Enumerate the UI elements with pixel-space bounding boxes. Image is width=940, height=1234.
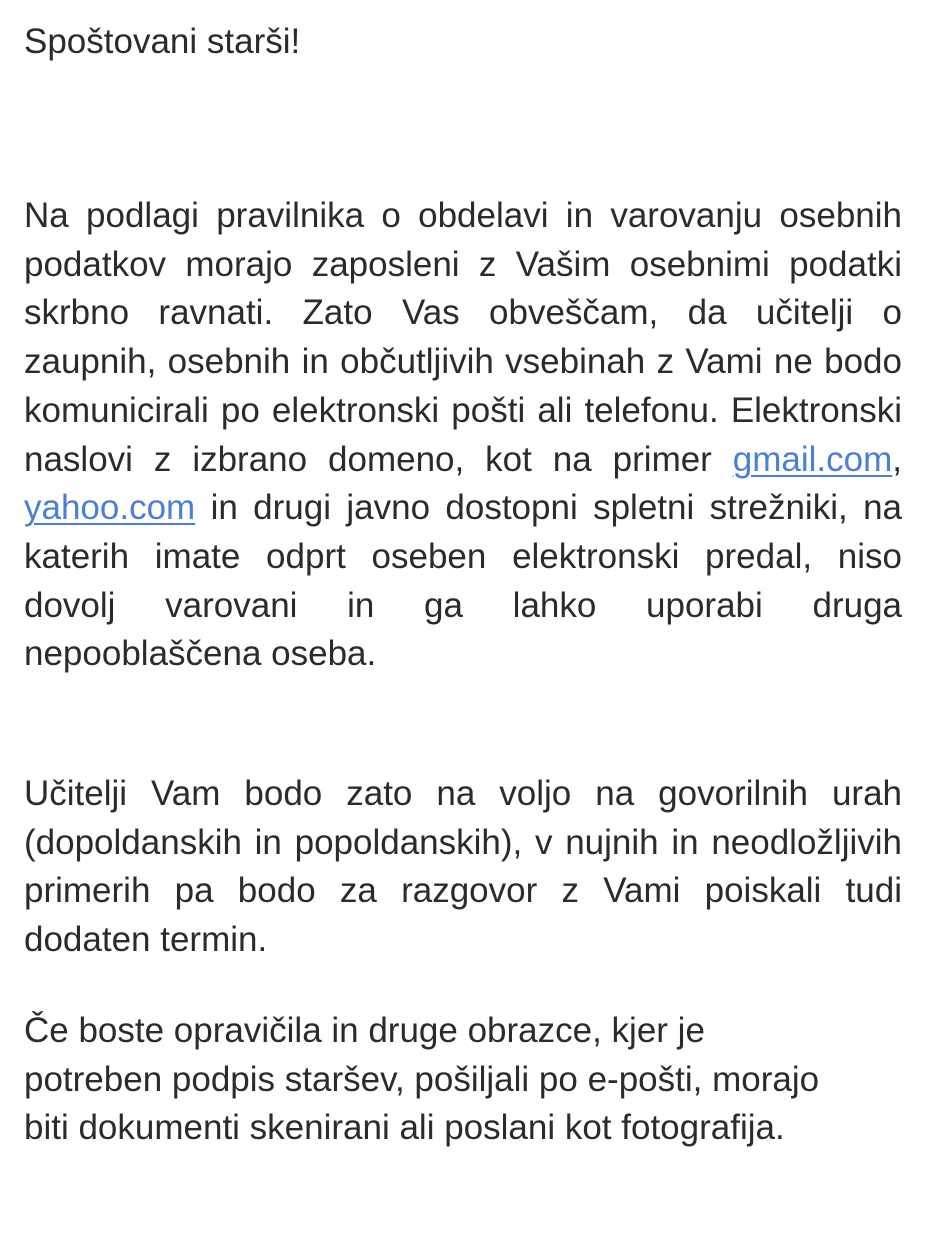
paragraph-text: Na podlagi pravilnika o obdelavi in varovanju osebnih podatkov morajo zaposleni z Vašim osebnimi podatki skrbno ravnati. Zato Vas obveščam, da učitelji o zaupnih, osebnih in občutljivih vsebinah z Vami ne bodo komunicirali po elektronski pošti ali telefonu. Elektronski naslovi z izbrano domeno, kot na primer xyxy=(24,196,902,479)
greeting: Spoštovani starši! xyxy=(24,22,301,61)
yahoo-link[interactable]: yahoo.com xyxy=(24,488,196,528)
paragraph-documents: Če boste opravičila in druge obrazce, kjer je potreben podpis staršev, pošiljali po e-pošti, morajo biti dokumenti skenirani ali poslani kot fotografija. xyxy=(24,1011,820,1148)
paragraph-text: in drugi javno dostopni spletni strežniki, na katerih imate odprt oseben elektronski predal, niso dovolj varovani in ga lahko uporabi druga nepooblaščena oseba. xyxy=(24,488,902,674)
paragraph-privacy-notice xyxy=(24,192,902,679)
gmail-link[interactable]: gmail.com xyxy=(732,439,893,479)
separator: , xyxy=(892,439,902,479)
paragraph-office-hours: Učitelji Vam bodo zato na voljo na govorilnih urah (dopoldanskih in popoldanskih), v nujnih in neodložljivih primerih pa bodo za razgovor z Vami poiskali tudi dodaten termin. xyxy=(24,774,902,960)
